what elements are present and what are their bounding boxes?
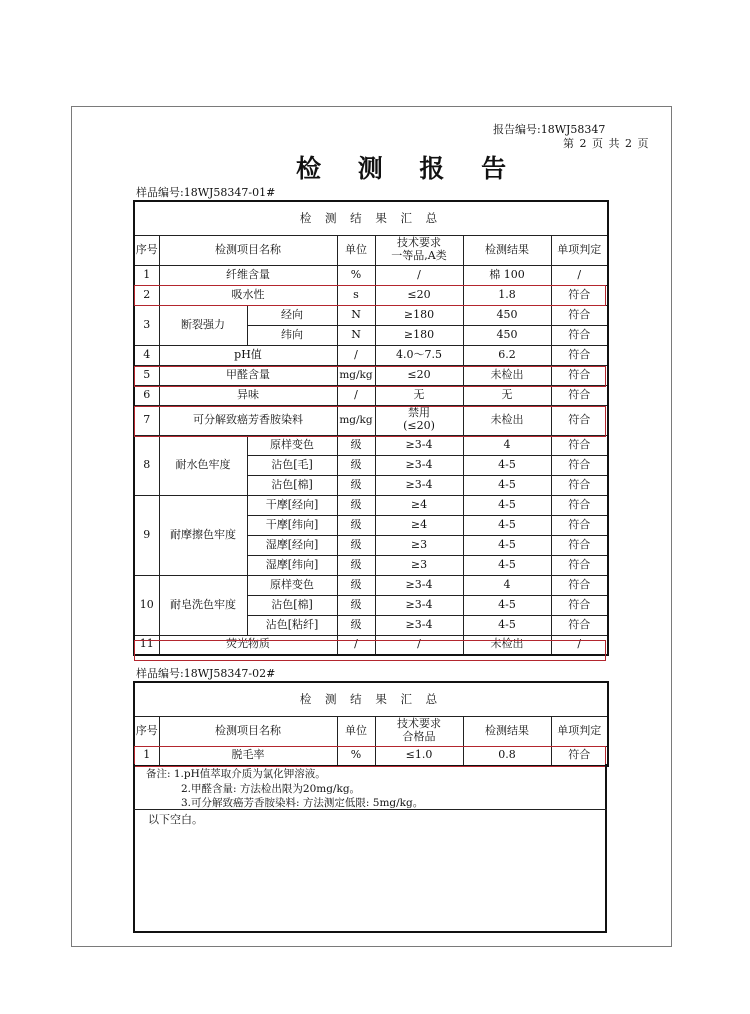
table-cell: ≥3-4 (375, 475, 463, 495)
table-cell: 6.2 (463, 345, 551, 365)
table-cell: / (551, 265, 608, 285)
table-cell: 符合 (551, 475, 608, 495)
table-cell: 级 (337, 555, 375, 575)
table-cell: 纬向 (247, 325, 337, 345)
table-cell: 符合 (551, 405, 608, 435)
table-cell: % (337, 265, 375, 285)
table-cell: 级 (337, 495, 375, 515)
report-title: 检 测 报 告 (296, 154, 521, 183)
table-cell: 检测结果 (463, 716, 551, 746)
table-cell: 10 (134, 575, 159, 635)
table-cell: 单项判定 (551, 716, 608, 746)
table-cell: 符合 (551, 435, 608, 455)
table-cell: / (337, 635, 375, 655)
table-cell: 符合 (551, 345, 608, 365)
table-cell: 4 (463, 435, 551, 455)
table-cell: 棉 100 (463, 265, 551, 285)
table-cell: 耐水色牢度 (159, 435, 247, 495)
table-cell: ≥4 (375, 495, 463, 515)
table-cell: 4-5 (463, 515, 551, 535)
table-cell: 符合 (551, 365, 608, 385)
table-row (134, 365, 608, 385)
table-cell: 序号 (134, 716, 159, 746)
table-cell: 级 (337, 515, 375, 535)
table-cell: 4-5 (463, 495, 551, 515)
page-info: 第 2 页 共 2 页 (563, 137, 650, 150)
table-cell: 符合 (551, 535, 608, 555)
table-row (134, 345, 608, 365)
table-cell: 450 (463, 305, 551, 325)
table-cell: / (375, 265, 463, 285)
table-cell: 符合 (551, 615, 608, 635)
table-cell: 符合 (551, 495, 608, 515)
table-cell: 技术要求 合格品 (375, 716, 463, 746)
table-cell: mg/kg (337, 365, 375, 385)
table-cell: 级 (337, 435, 375, 455)
table-cell: ≥180 (375, 305, 463, 325)
table-row (134, 405, 608, 435)
table-cell: 1 (134, 265, 159, 285)
table-cell: ≥3 (375, 555, 463, 575)
col-requirement: 技术要求 一等品,A类 (375, 235, 463, 265)
table-cell: 4.0～7.5 (375, 345, 463, 365)
table-row (134, 746, 608, 766)
table-cell: 1.8 (463, 285, 551, 305)
table-2-header-row (134, 716, 608, 746)
table-cell: N (337, 325, 375, 345)
table-cell: ≥3 (375, 535, 463, 555)
table-cell: 纤维含量 (159, 265, 337, 285)
table-cell: 4-5 (463, 555, 551, 575)
table-cell: 符合 (551, 746, 608, 766)
table-cell: ≥180 (375, 325, 463, 345)
table-cell: 可分解致癌芳香胺染料 (159, 405, 337, 435)
table-cell: 湿摩[经向] (247, 535, 337, 555)
table-cell: 级 (337, 535, 375, 555)
col-unit: 单位 (337, 235, 375, 265)
table-row (134, 265, 608, 285)
col-verdict: 单项判定 (551, 235, 608, 265)
report-number: 报告编号:18WJ58347 (493, 123, 606, 136)
table-cell: 7 (134, 405, 159, 435)
blank-below-text: 以下空白。 (148, 813, 203, 826)
table-cell: 原样变色 (247, 435, 337, 455)
table-cell: / (337, 345, 375, 365)
col-item: 检测项目名称 (159, 235, 337, 265)
table-cell: ≤20 (375, 365, 463, 385)
table-1-title: 检 测 结 果 汇 总 (134, 201, 608, 235)
table-cell: 经向 (247, 305, 337, 325)
table-cell: 原样变色 (247, 575, 337, 595)
note-line-2: 2.甲醛含量: 方法检出限为20mg/kg。 (181, 782, 361, 795)
table-cell: ≤1.0 (375, 746, 463, 766)
sample-2-label: 样品编号:18WJ58347-02# (136, 667, 276, 680)
table-cell: 荧光物质 (159, 635, 337, 655)
table-cell: 4-5 (463, 615, 551, 635)
results-table-1 (133, 200, 609, 656)
table-cell: 6 (134, 385, 159, 405)
table-cell: ≥3-4 (375, 455, 463, 475)
col-no: 序号 (134, 235, 159, 265)
table-cell: 11 (134, 635, 159, 655)
table-cell: 异味 (159, 385, 337, 405)
table-cell: ≥4 (375, 515, 463, 535)
table-cell: 4 (463, 575, 551, 595)
table-cell: 符合 (551, 455, 608, 475)
table-cell: 断裂强力 (159, 305, 247, 345)
table-row (134, 635, 608, 655)
table-cell: 8 (134, 435, 159, 495)
table-row (134, 575, 608, 595)
table-cell: 甲醛含量 (159, 365, 337, 385)
table-cell: 级 (337, 575, 375, 595)
table-cell: 级 (337, 595, 375, 615)
table-cell: 2 (134, 285, 159, 305)
table-cell: N (337, 305, 375, 325)
table-cell: 干摩[纬向] (247, 515, 337, 535)
table-cell: 0.8 (463, 746, 551, 766)
table-cell: 级 (337, 455, 375, 475)
table-row (134, 305, 608, 325)
table-cell: 4 (134, 345, 159, 365)
table-cell: 级 (337, 615, 375, 635)
table-cell: 耐皂洗色牢度 (159, 575, 247, 635)
table-cell: 单位 (337, 716, 375, 746)
table-cell: 1 (134, 746, 159, 766)
notes-divider (133, 809, 607, 810)
table-1-header-row (134, 235, 608, 265)
table-cell: 符合 (551, 555, 608, 575)
note-line-3: 3.可分解致癌芳香胺染料: 方法测定低限: 5mg/kg。 (181, 797, 424, 809)
table-cell: 沾色[毛] (247, 455, 337, 475)
table-cell: 3 (134, 305, 159, 345)
table-cell: 吸水性 (159, 285, 337, 305)
table-cell: ≥3-4 (375, 435, 463, 455)
table-cell: ≥3-4 (375, 595, 463, 615)
table-cell: 沾色[棉] (247, 595, 337, 615)
table-row (134, 285, 608, 305)
table-cell: 未检出 (463, 405, 551, 435)
table-row (134, 385, 608, 405)
table-cell: mg/kg (337, 405, 375, 435)
table-cell: 沾色[粘纤] (247, 615, 337, 635)
results-table-2 (133, 681, 609, 767)
table-cell: 沾色[棉] (247, 475, 337, 495)
table-cell: 4-5 (463, 535, 551, 555)
table-cell: 9 (134, 495, 159, 575)
table-cell: 无 (463, 385, 551, 405)
col-result: 检测结果 (463, 235, 551, 265)
table-cell: 符合 (551, 285, 608, 305)
note-line-1: 备注: 1.pH值萃取介质为氯化钾溶液。 (146, 768, 326, 780)
table-cell: 耐摩擦色牢度 (159, 495, 247, 575)
table-cell: 无 (375, 385, 463, 405)
table-cell: ≥3-4 (375, 615, 463, 635)
table-cell: 符合 (551, 385, 608, 405)
table-cell: 4-5 (463, 455, 551, 475)
table-cell: 禁用 (≤20) (375, 405, 463, 435)
table-cell: s (337, 285, 375, 305)
table-row (134, 495, 608, 515)
table-cell: 湿摩[纬向] (247, 555, 337, 575)
table-cell: 450 (463, 325, 551, 345)
table-cell: 符合 (551, 325, 608, 345)
table-cell: 脱毛率 (159, 746, 337, 766)
table-cell: 未检出 (463, 365, 551, 385)
table-cell: 检测项目名称 (159, 716, 337, 746)
table-cell: ≥3-4 (375, 575, 463, 595)
table-cell: 符合 (551, 515, 608, 535)
table-cell: / (337, 385, 375, 405)
table-cell: 级 (337, 475, 375, 495)
table-cell: 干摩[经向] (247, 495, 337, 515)
table-cell: pH值 (159, 345, 337, 365)
table-cell: 4-5 (463, 475, 551, 495)
sample-1-label: 样品编号:18WJ58347-01# (136, 186, 276, 199)
table-cell: % (337, 746, 375, 766)
table-cell: 5 (134, 365, 159, 385)
table-cell: 4-5 (463, 595, 551, 615)
table-cell: 符合 (551, 575, 608, 595)
table-2-title: 检 测 结 果 汇 总 (134, 682, 608, 716)
table-cell: / (375, 635, 463, 655)
table-cell: 符合 (551, 595, 608, 615)
table-cell: / (551, 635, 608, 655)
table-cell: 未检出 (463, 635, 551, 655)
table-row (134, 435, 608, 455)
table-cell: ≤20 (375, 285, 463, 305)
table-cell: 符合 (551, 305, 608, 325)
notes (146, 767, 423, 811)
